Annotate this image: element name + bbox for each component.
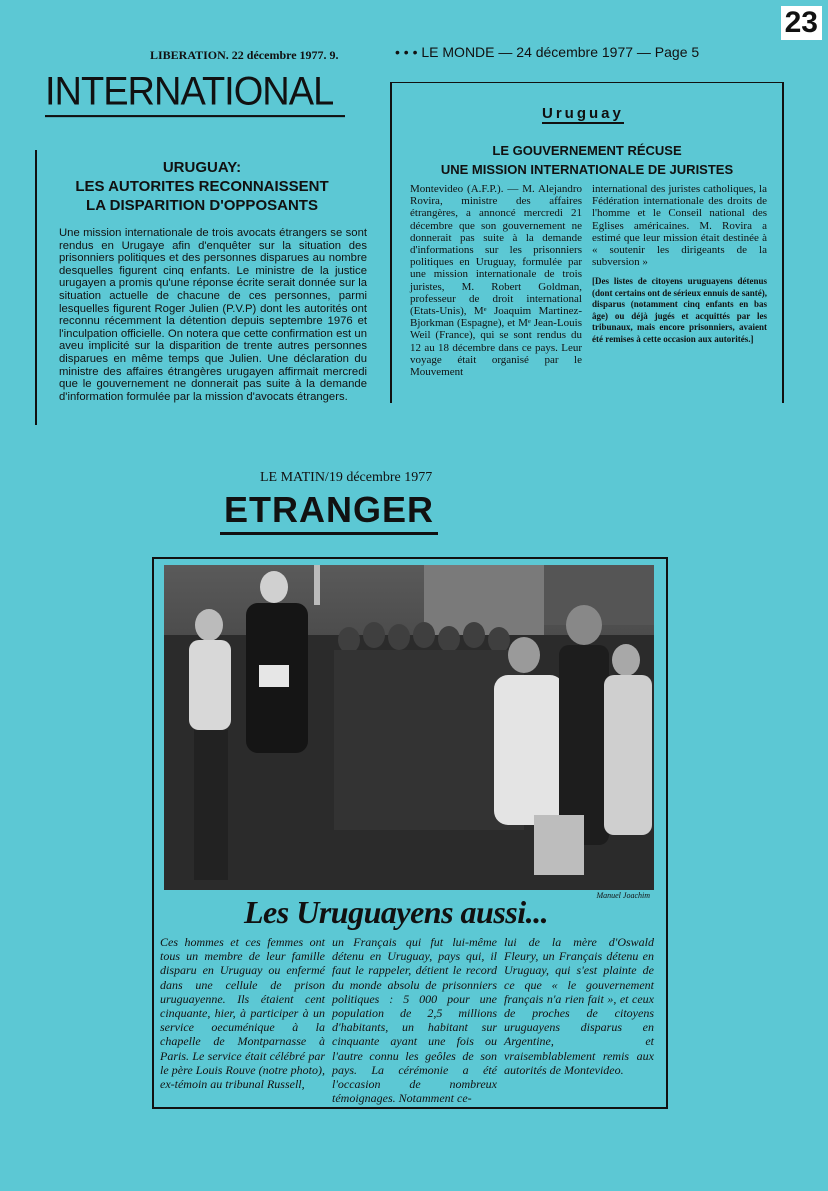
section-title-etranger: ETRANGER — [220, 488, 438, 535]
lematin-column-3: lui de la mère d'Oswald Fleury, un Français détenu en Uruguay, qui s'est plainte de ce que « le gouvernement français n'a rien fait », et ceux de proches de citoyens uruguayens disparus en Argentine, et vraisemblablement remis aux autorités de Montevideo. — [504, 935, 654, 1077]
liberation-headline — [37, 158, 367, 215]
lematin-column-1: Ces hommes et ces femmes ont tous un membre de leur famille disparu en Uruguay ou enfermé dans une cellule de prison uruguayenne. Ils étaient cent cinquante, hier, à participer à un service oecuménique à la chapelle de Montparnasse à Paris. Le service était célébré par le père Louis Rouve (notre photo), ex-témoin au tribunal Russell, — [160, 935, 325, 1092]
lemonde-column-1: Montevideo (A.F.P.). — M. Alejandro Rovira, ministre des affaires étrangères, a annoncé mercredi 21 décembre que son gouvernement ne donnerait pas suite à la demande d'informations sur les prisonniers politiques en Uruguay, formulée par une mission internationale de trois juristes, M. Robert Goldman, professeur de droit international (Etats-Unis), Mᵉ Joaquim Martinez-Bjorkman (Espagne), et Mᵉ Jean-Louis Weil (France), qui se sont rendus du 12 au 18 décembre dans ce pays. Leur voyage était organisé par le Mouvement — [410, 183, 582, 379]
lemonde-article — [390, 82, 784, 403]
lematin-article — [152, 557, 668, 1109]
headline-line-2: UNE MISSION INTERNATIONALE DE JURISTES — [440, 162, 734, 177]
page-number: 23 — [781, 6, 822, 40]
headline-line-1: URUGUAY: — [162, 159, 242, 176]
lemonde-column-2-text: international des juristes catholiques, la Fédération internationale des droits de l'homme et le Conseil national des Eglises américaines. M. Rovira a estimé que leur mission était destinée à « soutenir les dirigeants de la subversion » — [592, 183, 767, 269]
lemonde-column-2 — [592, 183, 767, 345]
liberation-body: Une mission internationale de trois avocats étrangers se sont rendus en Urugaye afin d'enquêter sur la situation des prisonniers politiques et des personnes disparues au nombre desquelles figurent cinq enfants. Le ministre de la justice urugayen a promis qu'une réponse écrite serait donnée sur la situation actuelle de chacune de ces personnes, parmi lesquelles figurent Roger Julien (P.V.P) dont les autorités ont reconnu récemment la détention depuis septembre 1976 et l'inculpation officielle. On notera que cette confirmation est un aveu implicité sur la disparition de trente autres personnes disparues en même temps que Julien. Une déclaration du ministre des affaires étrangères urugayen affirmait mercredi que le gouvernement ne donnerait pas suite à la demande d'information formulée par la mission d'avocats étrangers. — [59, 227, 367, 403]
photo-illustration — [164, 565, 654, 890]
lematin-source: LE MATIN/19 décembre 1977 — [260, 470, 433, 485]
lemonde-headline — [392, 141, 782, 179]
news-photo — [164, 565, 654, 890]
lematin-headline: Les Uruguayens aussi... — [244, 894, 549, 930]
liberation-article — [35, 150, 367, 425]
section-title-international: INTERNATIONAL — [45, 69, 345, 117]
liberation-source: LIBERATION. 22 décembre 1977. 9. — [150, 48, 339, 62]
headline-line-1: LE GOUVERNEMENT RÉCUSE — [492, 143, 682, 158]
lematin-column-2: un Français qui fut lui-même détenu en Uruguay, pays qui, il faut le rappeler, détient le record du monde absolu de prisonniers politiques : 5 000 pour une population de 2,5 millions d'habitants, un habitant sur cinquante ayant une fois ou l'autre connu les geôles de son pays. La cérémonie a été l'occasion de nombreux témoignages. Notamment ce- — [332, 935, 497, 1106]
lemonde-source: • • • LE MONDE — 24 décembre 1977 — Page 5 — [395, 44, 700, 60]
lemonde-kicker: Uruguay — [542, 105, 624, 122]
photo-credit: Manuel Joachim — [596, 891, 650, 900]
headline-line-3: LA DISPARITION D'OPPOSANTS — [86, 197, 318, 214]
lemonde-editor-note: [Des listes de citoyens uruguayens détenus (dont certains ont de sérieux ennuis de santé), disparus (notamment cinq enfants en bas âge) ou déjà jugés et acquittés par les tribunaux, mais encore prisonniers, avaient été remises à cette occasion aux autorités.] — [592, 276, 767, 344]
headline-line-2: LES AUTORITES RECONNAISSENT — [75, 178, 329, 195]
